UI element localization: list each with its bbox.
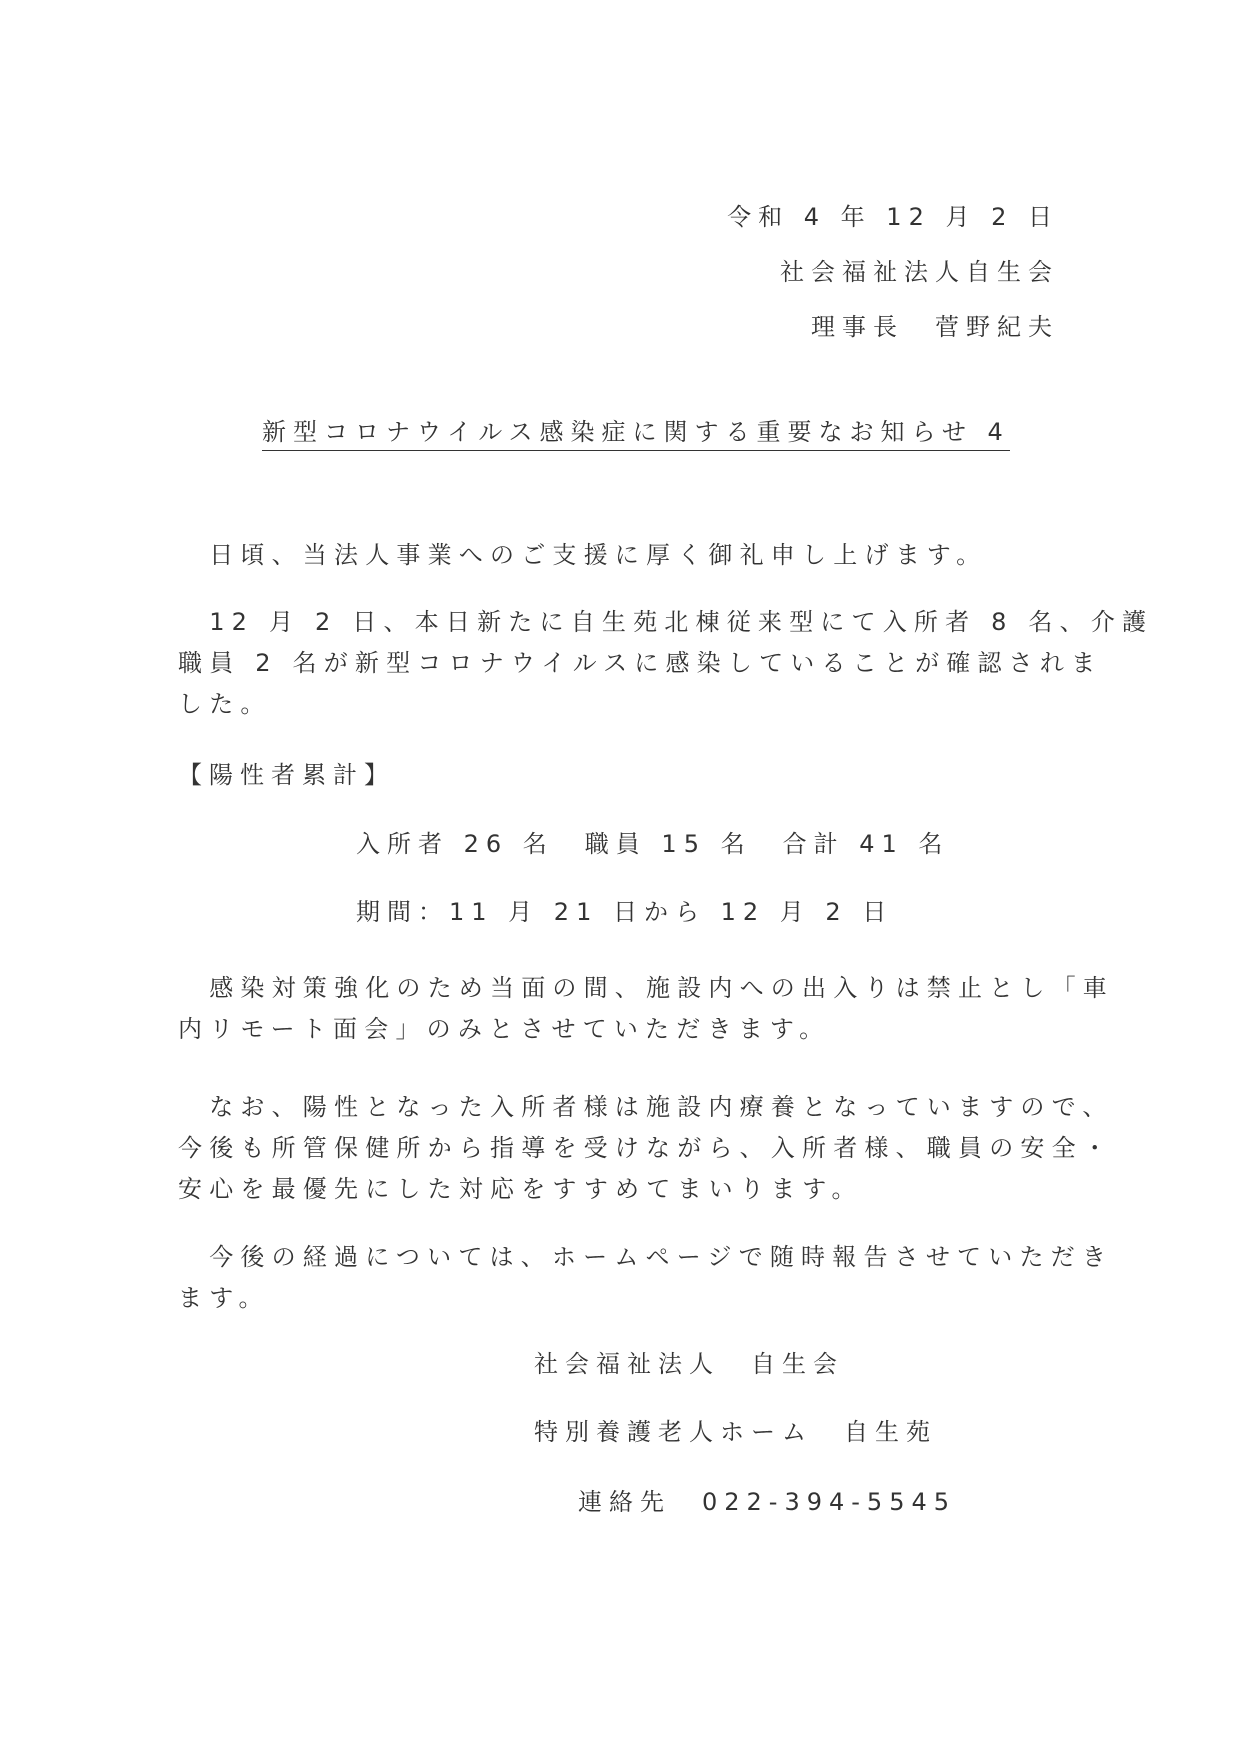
cumulative-period: 期間：11 月 21 日から 12 月 2 日 [356,898,894,926]
paragraph-line: 日頃、当法人事業へのご支援に厚く御礼申し上げます。 [178,541,988,569]
paragraph-line: 感染対策強化のため当面の間、施設内への出入りは禁止とし「車 [178,974,1114,1002]
paragraph-line: 安心を最優先にした対応をすすめてまいります。 [178,1175,863,1203]
paragraph-line: 職員 2 名が新型コロナウイルスに感染していることが確認されま [178,649,1103,677]
footer-facility: 特別養護老人ホーム 自生苑 [534,1418,937,1446]
paragraph-line: 12 月 2 日、本日新たに自生苑北棟従来型にて入所者 8 名、介護 [178,608,1154,636]
paragraph-line: 内リモート面会」のみとさせていただきます。 [178,1015,831,1043]
paragraph-infection-report [178,602,1154,725]
cumulative-heading: 【陽性者累計】 [178,761,395,789]
paragraph-line: した。 [178,690,272,718]
cumulative-counts: 入所者 26 名 職員 15 名 合計 41 名 [356,830,950,858]
paragraph-updates [178,1237,1114,1319]
footer-contact: 連絡先 022-394-5545 [578,1488,957,1516]
document-title: 新型コロナウイルス感染症に関する重要なお知らせ 4 [262,420,1010,451]
issuer-organization: 社会福祉法人自生会 [780,258,1059,286]
footer-organization: 社会福祉法人 自生会 [534,1350,844,1378]
paragraph-greeting [178,535,1078,576]
issuer-representative: 理事長 菅野紀夫 [811,313,1059,341]
paragraph-treatment [178,1087,1114,1210]
paragraph-visit-restriction [178,968,1114,1050]
paragraph-line: 今後の経過については、ホームページで随時報告させていただき [178,1243,1114,1271]
paragraph-line: ます。 [178,1284,270,1312]
paragraph-line: なお、陽性となった入所者様は施設内療養となっていますので、 [178,1093,1114,1121]
document-date: 令和 4 年 12 月 2 日 [727,203,1059,231]
paragraph-line: 今後も所管保健所から指導を受けながら、入所者様、職員の安全・ [178,1134,1114,1162]
